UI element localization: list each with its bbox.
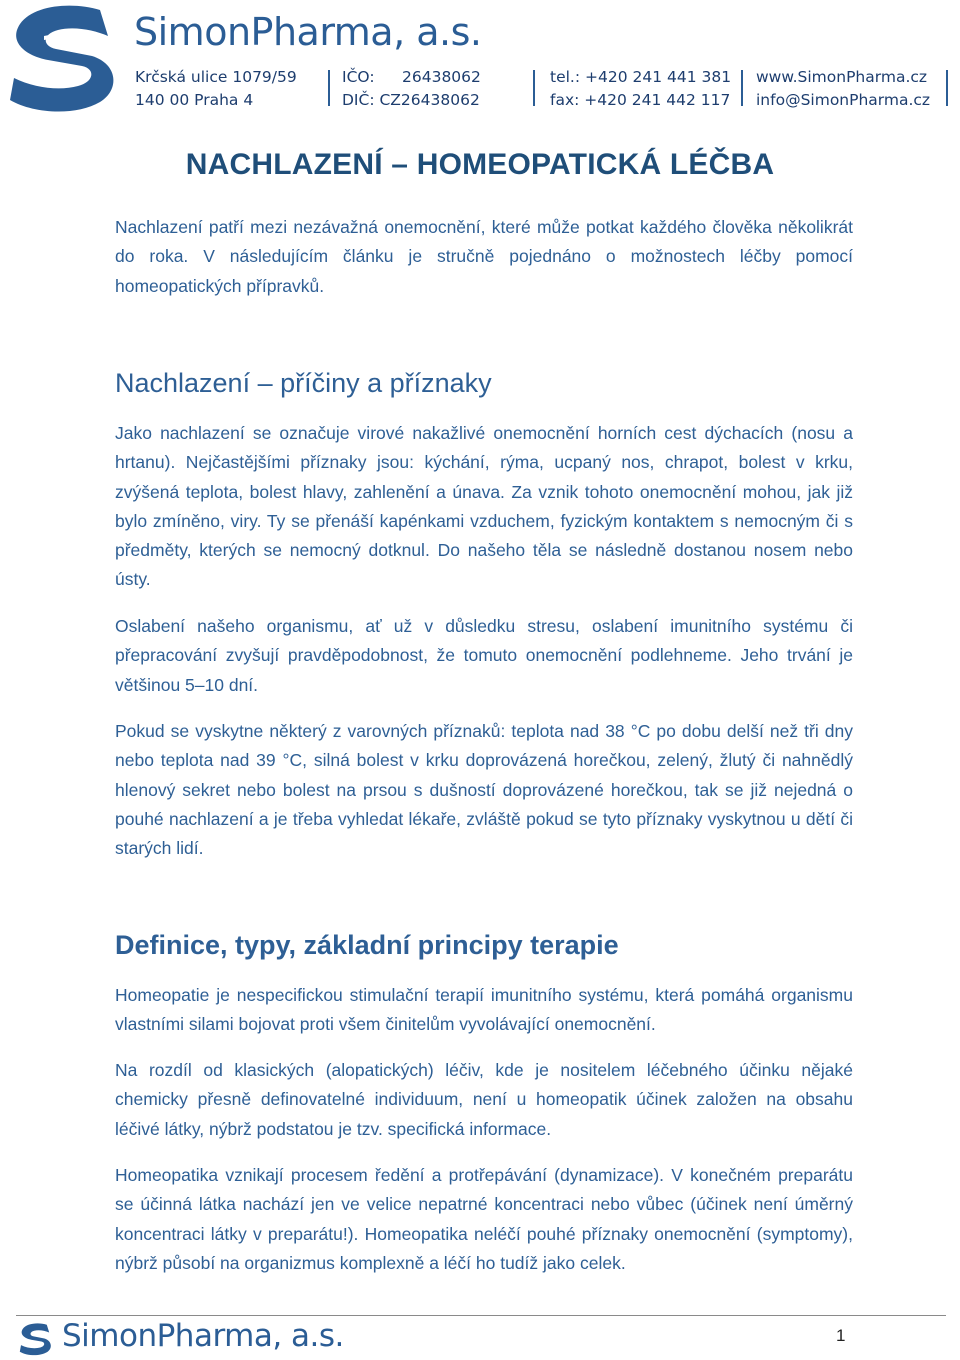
- address-street: Krčská ulice 1079/59: [135, 68, 297, 86]
- header-phones: [550, 66, 731, 112]
- ico-row: [342, 66, 481, 89]
- page-number: 1: [836, 1326, 846, 1345]
- fax-number: fax: +420 241 442 117: [550, 91, 731, 109]
- section2-paragraph-2: Na rozdíl od klasických (alopatických) léčiv, kde je nositelem léčebného účinku nějaké chemicky přesně definovatelné individuum, není u homeopatik účinek založen na obsahu léčivé látky, nýbrž podstatou je tzv. specifická informace.: [115, 1060, 853, 1139]
- section2-paragraph-3: Homeopatika vznikají procesem ředění a protřepávání (dynamizace). V konečném preparátu se účinná látka nachází jen ve velice nepatrné koncentraci nebo vůbec (účinek není úměrný koncentraci látky v preparátu!). Homeopatika neléčí pouhé příznaky onemocnění (symptomy), nýbrž působí na organizmus komplexně a léčí ho tudíž jako celek.: [115, 1165, 853, 1273]
- ico-value: 26438062: [402, 68, 481, 86]
- address-city: 140 00 Praha 4: [135, 91, 254, 109]
- footer-logo-icon: [18, 1322, 54, 1358]
- header-divider: [946, 70, 948, 106]
- ico-label: IČO:: [342, 68, 375, 86]
- section1-paragraph-2: Oslabení našeho organismu, ať už v důsledku stresu, oslabení imunitního systému či přepracování zvyšují pravděpodobnost, že tomuto onemocnění podlehneme. Jeho trvání je většinou 5–10 dní.: [115, 616, 853, 695]
- header-contacts: [756, 66, 930, 112]
- header-divider: [328, 70, 330, 106]
- email-link[interactable]: info@SimonPharma.cz: [756, 91, 931, 109]
- section1-paragraph-1: Jako nachlazení se označuje virové nakažlivé onemocnění horních cest dýchacích (nosu a hrtanu). Nejčastějšími příznaky jsou: kýchání, rýma, ucpaný nos, chrapot, bolest v krku, zvýšená teplota, bolest hlavy, zahlenění a únava. Za vznik tohoto onemocnění mohou, jak již bylo zmíněno, viry. Ty se přenáší kapénkami vzduchem, fyzickým kontaktem s nemocným či s předměty, kterých se nemocný dotknul. Do našeho těla se následně dostanou nosem nebo ústy.: [115, 423, 853, 590]
- tel-number: tel.: +420 241 441 381: [550, 68, 732, 86]
- simonpharma-logo-icon: [4, 2, 124, 120]
- header-ids: [342, 66, 481, 112]
- website-link[interactable]: www.SimonPharma.cz: [756, 68, 928, 86]
- dic-line: DIČ: CZ26438062: [342, 91, 480, 109]
- header-divider: [741, 70, 743, 106]
- footer-rule: [16, 1315, 946, 1316]
- section-heading-causes: Nachlazení – příčiny a příznaky: [115, 368, 492, 398]
- footer-brand-name: SimonPharma, a.s.: [62, 1318, 344, 1354]
- section1-paragraph-3: Pokud se vyskytne některý z varovných příznaků: teplota nad 38 °C po dobu delší než tři dny nebo teplota nad 39 °C, silná bolest v krku doprovázená horečkou, zelený, žlutý či nahnědlý hlenový sekret nebo bolest na prsou s dušností doprovázené horečkou, tak se již nejedná o pouhé nachlazení a je třeba vyhledat lékaře, zvláště pokud se tyto příznaky vyskytnou u dětí či starých lidí.: [115, 721, 853, 859]
- intro-paragraph: Nachlazení patří mezi nezávažná onemocnění, které může potkat každého člověka několikrát do roka. V následujícím článku je stručně pojednáno o možnostech léčby pomocí homeopatických přípravků.: [115, 217, 853, 296]
- header-address: [135, 66, 297, 112]
- header-brand-name: SimonPharma, a.s.: [134, 10, 482, 54]
- header-divider: [533, 70, 535, 106]
- section2-paragraph-1: Homeopatie je nespecifickou stimulační terapií imunitního systému, která pomáhá organismu vlastními silami bojovat proti všem činitelům vyvolávající onemocnění.: [115, 985, 853, 1035]
- section-heading-definition: Definice, typy, základní principy terapie: [115, 930, 619, 960]
- document-title: NACHLAZENÍ – HOMEOPATICKÁ LÉČBA: [185, 148, 775, 181]
